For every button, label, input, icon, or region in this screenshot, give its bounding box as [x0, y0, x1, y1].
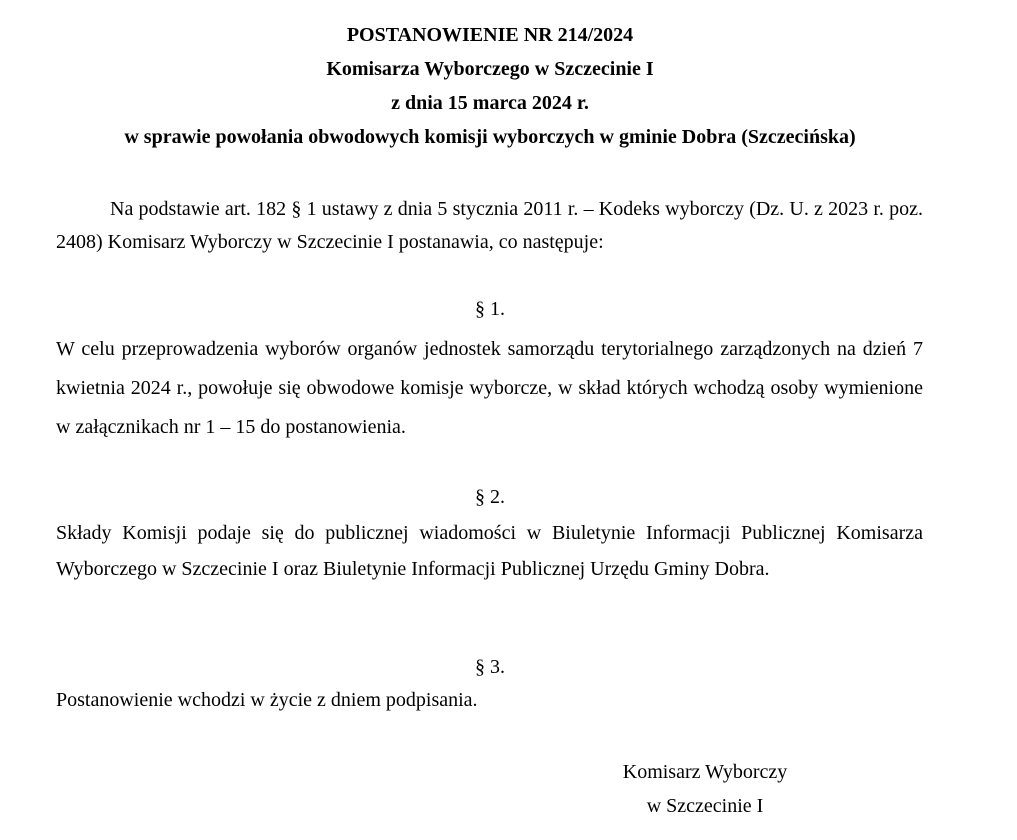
signature-line-1: Komisarz Wyborczy [622, 761, 788, 783]
section-1-text: W celu przeprowadzenia wyborów organów jednostek samorządu terytorialnego zarządzonych na dzień 7 kwietnia 2024 r., powołuje się obwodowe komisje wyborcze, w skład których wchodzą osoby wymienione w załącznikach nr 1 – 15 do postanowienia. [56, 338, 923, 438]
section-3-mark: § 3. [475, 656, 505, 678]
document-title: POSTANOWIENIE NR 214/2024 [346, 24, 634, 46]
section-2-text: Składy Komisji podaje się do publicznej wiadomości w Biuletynie Informacji Publicznej Komisarza Wyborczego w Szczecinie I oraz Biuletynie Informacji Publicznej Urzędu Gminy Dobra. [56, 522, 923, 580]
section-3-text: Postanowienie wchodzi w życie z dniem podpisania. [56, 689, 478, 711]
signature-line-2: w Szczecinie I [646, 795, 764, 817]
section-1-mark: § 1. [475, 298, 505, 320]
document-issuer: Komisarza Wyborczego w Szczecinie I [326, 58, 654, 80]
document-date: z dnia 15 marca 2024 r. [391, 92, 589, 114]
section-2-mark: § 2. [475, 486, 505, 508]
document-subject: w sprawie powołania obwodowych komisji wyborczych w gminie Dobra (Szczecińska) [124, 126, 856, 148]
intro-paragraph: Na podstawie art. 182 § 1 ustawy z dnia 5 stycznia 2011 r. – Kodeks wyborczy (Dz. U. z 2023 r. poz. 2408) Komisarz Wyborczy w Szczecinie I postanawia, co następuje: [56, 198, 923, 253]
